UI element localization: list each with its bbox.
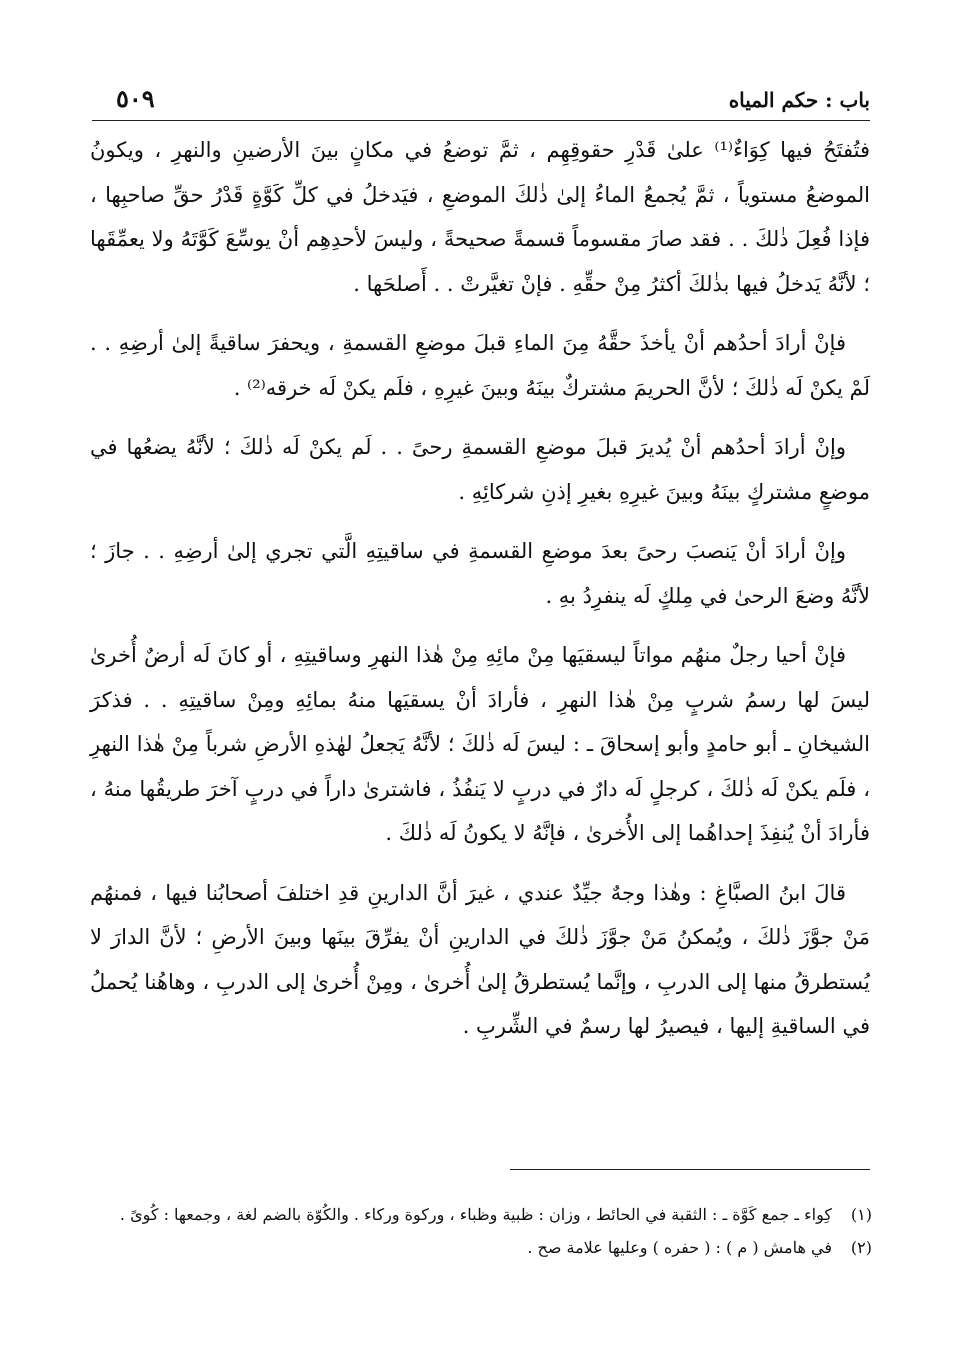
footnote-number: (١) xyxy=(850,1205,872,1224)
paragraph: وإنْ أرادَ أحدُهم أنْ يُديرَ قبلَ موضعِ القسمةِ رحىً . . لَم يكنْ لَه ذٰلكَ ؛ لأنَّهُ يضعُها في موضعٍ مشتركٍ بينَهُ وبينَ غيرِهِ بغيرِ إذنِ شركائِهِ . xyxy=(90,435,870,504)
footnote-number: (٢) xyxy=(850,1238,872,1257)
paragraph: فإنْ أحيا رجلٌ منهُم مواتاً ليسقيَها مِنْ مائِهِ مِنْ هٰذا النهرِ وساقيتِهِ ، أو كانَ لَه أرضٌ أُخرىٰ ليسَ لها رسمُ شربٍ مِنْ هٰذا النهرِ ، فأرادَ أنْ يسقيَها منهُ بمائِهِ ومِنْ ساقيتِهِ . . فذكرَ الشيخانِ ـ أبو حامدٍ وأبو إسحاقَ ـ : ليسَ لَه ذٰلكَ ؛ لأنَّهُ يَجعلُ لهٰذهِ الأرضِ شرباً مِنْ هٰذا النهرِ ، فلَم يكنْ لَه ذٰلكَ ، كرجلٍ لَه دارٌ في دربٍ لا يَنفُذُ ، فاشترىٰ داراً في دربٍ آخرَ طريقُها منهُ ، فأرادَ أنْ يُنفِذَ إحداهُما إلى الأُخرىٰ ، فإنَّهُ لا يكونُ لَه ذٰلكَ . xyxy=(90,643,870,845)
page-header xyxy=(92,82,870,120)
header-divider xyxy=(92,120,870,121)
footnote-text: في هامش ( م ) : ( حفره ) وعليها علامة صح . xyxy=(527,1238,832,1257)
footnote-divider xyxy=(510,1169,870,1170)
paragraph: فتُفتَحُ فيها كِوَاءٌ⁽¹⁾ علىٰ قَدْرِ حقوقِهِم ، ثمَّ توضعُ في مكانٍ بينَ الأرضينِ والنهرِ ، ويكونُ الموضعُ مستوياً ، ثمَّ يُجمعُ الماءُ إلىٰ ذٰلكَ الموضعِ ، فيَدخلُ في كلِّ كَوَّةٍ قَدْرُ حقِّ صاحبِها ، فإذا فُعِلَ ذٰلكَ . . فقد صارَ مقسوماً قسمةً صحيحةً ، وليسَ لأحدِهِم أنْ يوسِّعَ كَوَّتَهُ ولا يعمِّقَها ؛ لأنَّهُ يَدخلُ فيها بذٰلكَ أكثرُ مِنْ حقِّهِ . فإنْ تغيَّرتْ . . أَصلحَها . xyxy=(90,138,870,296)
chapter-title: باب : حكم المياه xyxy=(728,88,870,112)
paragraph: وإنْ أرادَ أنْ يَنصبَ رحىً بعدَ موضعِ القسمةِ في ساقيتِهِ الَّتي تجري إلىٰ أرضِهِ . . جازَ ؛ لأنَّهُ وضعَ الرحىٰ في مِلكٍ لَه ينفرِدُ بهِ . xyxy=(90,539,870,608)
paragraph: فإنْ أرادَ أحدُهم أنْ يأخذَ حقَّهُ مِنَ الماءِ قبلَ موضعِ القسمةِ ، ويحفرَ ساقيةً إلىٰ أرضِهِ . . لَمْ يكنْ لَه ذٰلكَ ؛ لأنَّ الحريمَ مشتركٌ بينَهُ وبينَ غيرِهِ ، فلَم يكنْ لَه خرقه⁽²⁾ . xyxy=(90,331,870,400)
footnote xyxy=(92,1198,872,1231)
footnote xyxy=(92,1231,872,1264)
paragraph: قالَ ابنُ الصبَّاغِ : وهٰذا وجهٌ جيِّدٌ عندي ، غيرَ أنَّ الدارينِ قدِ اختلفَ أصحابُنا فيها ، فمنهُم مَنْ جوَّزَ ذٰلكَ ، ويُمكنُ مَنْ جوَّزَ ذٰلكَ في الدارينِ أنْ يفرِّقَ بينَها وبينَ الأرضِ ؛ لأنَّ الدارَ لا يُستطرقُ منها إلى الدربِ ، وإنَّما يُستطرقُ إلىٰ أُخرىٰ ، ومِنْ أُخرىٰ إلى الدربِ ، وهاهُنا يُحملُ في الساقيةِ إليها ، فيصيرُ لها رسمٌ في الشِّربِ . xyxy=(90,880,870,1038)
footnotes xyxy=(92,1198,872,1264)
page-number: ٥٠٩ xyxy=(116,84,155,113)
footnote-text: كِواء ـ جمع كَوَّة ـ : الثقبة في الحائط ، وزان : ظبية وظباء ، وركوة وركاء . والكُوّة بالضم لغة ، وجمعها : كُوىً . xyxy=(119,1205,832,1224)
main-text xyxy=(90,128,870,1064)
